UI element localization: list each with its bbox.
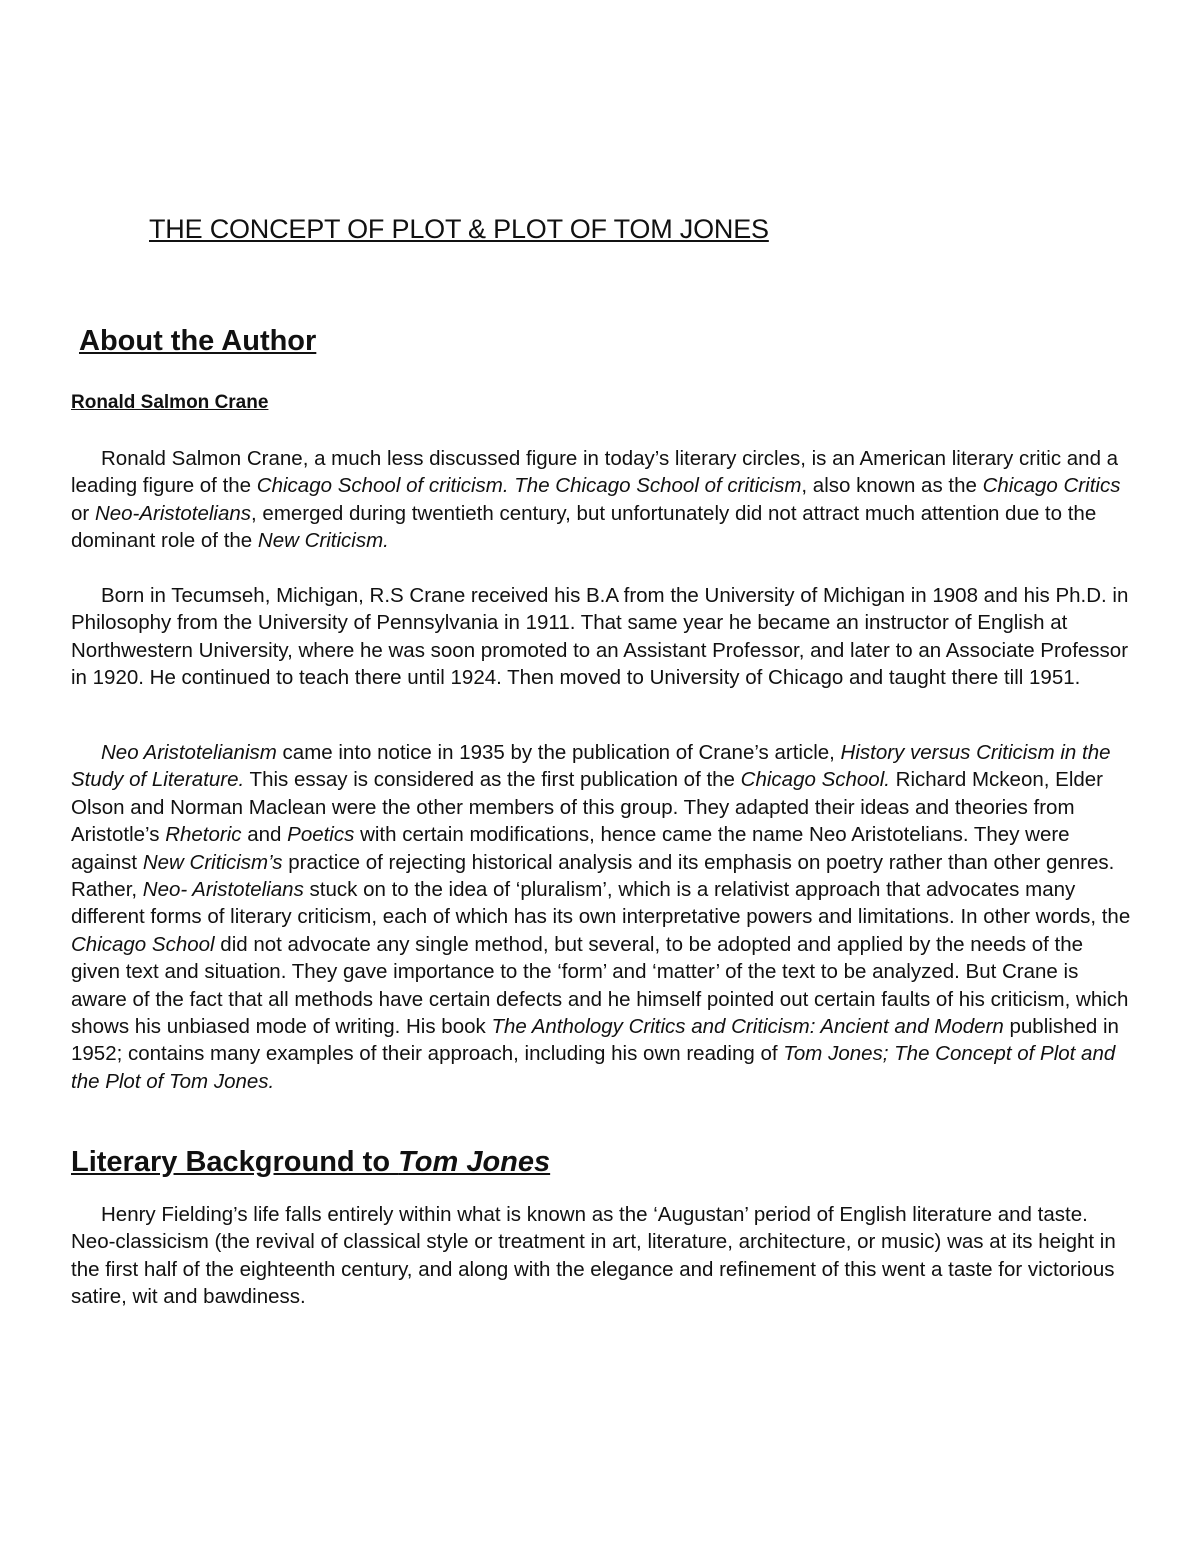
- italic-term: New Criticism’s: [142, 850, 283, 874]
- text-run: Richard Mckeon, Elder Olson and Norman Maclean were the other members of this group. They adapted their ideas and theories from Aristotle’s: [71, 768, 1104, 847]
- italic-term: Chicago School of criticism.: [256, 474, 509, 498]
- text-run: with certain modifications, hence came the name Neo Aristotelians. They were against: [71, 823, 1070, 874]
- author-name-heading: Ronald Salmon Crane: [71, 392, 269, 413]
- text-run: , also known as the: [801, 474, 983, 498]
- italic-term: History versus Criticism in the Study of Literature.: [71, 741, 1111, 792]
- heading-text: Literary Background to: [71, 1146, 399, 1178]
- text-run: or: [71, 501, 95, 525]
- italic-term: The Chicago School of criticism: [514, 474, 802, 498]
- text-run: This essay is considered as the first publication of the: [244, 768, 741, 792]
- text-run: stuck on to the idea of ‘pluralism’, which is a relativist approach that advocates many different forms of literary criticism, each of which has its own interpretative powers and limitations. In other words, the: [71, 878, 1131, 929]
- italic-term: Chicago School: [71, 932, 215, 956]
- section-heading-about-author: About the Author: [79, 325, 317, 357]
- heading-italic-title: Tom Jones: [398, 1146, 551, 1178]
- italic-term: Chicago School.: [740, 768, 890, 792]
- text-run: did not advocate any single method, but several, to be adopted and applied by the needs of the given text and situation. They gave importance to the ‘form’ and ‘matter’ of the text to be analyzed. But Crane is aware of the fact that all methods have certain defects and he himself pointed out certain faults of his criticism, which shows his unbiased mode of writing. His book: [71, 932, 1129, 1039]
- text-run: came into notice in 1935 by the publication of Crane’s article,: [276, 741, 841, 764]
- paragraph-neo-aristotelianism: [71, 739, 1136, 1095]
- paragraph-literary-background: Henry Fielding’s life falls entirely within what is known as the ‘Augustan’ period of English literature and taste. Neo-classicism (the revival of classical style or treatment in art, literature, architecture, or music) was at its height in the first half of the eighteenth century, and along with the elegance and refinement of this went a taste for victorious satire, wit and bawdiness.: [71, 1203, 1116, 1309]
- paragraph-intro: [71, 445, 1136, 555]
- italic-term: Neo- Aristotelians: [142, 878, 304, 902]
- text-run: Ronald Salmon Crane, a much less discussed figure in today’s literary circles, is an American literary critic and a leading figure of the: [71, 447, 1119, 498]
- italic-term: Rhetoric: [165, 823, 242, 847]
- italic-term: The Anthology Critics and Criticism: Ancient and Modern: [491, 1015, 1004, 1039]
- text-run: and: [241, 823, 288, 847]
- paragraph-biography: Born in Tecumseh, Michigan, R.S Crane received his B.A from the University of Michigan in 1908 and his Ph.D. in Philosophy from the University of Pennsylvania in 1911. That same year he became an instructor of English at Northwestern University, where he was soon promoted to an Assistant Professor, and later to an Associate Professor in 1920. He continued to teach there until 1924. Then moved to University of Chicago and taught there till 1951.: [71, 584, 1129, 690]
- text-run: practice of rejecting historical analysis and its emphasis on poetry rather than other genres. Rather,: [71, 850, 1115, 902]
- text-run: published in 1952; contains many examples of their approach, including his own reading of: [71, 1015, 1119, 1066]
- document-title: THE CONCEPT OF PLOT & PLOT OF TOM JONES: [149, 214, 769, 244]
- italic-term: Chicago Critics: [982, 474, 1121, 498]
- text-run: , emerged during twentieth century, but unfortunately did not attract much attention due to the dominant role of the: [71, 501, 1097, 553]
- italic-term: Poetics: [287, 823, 355, 847]
- italic-term: Tom Jones; The Concept of Plot and the Plot of Tom Jones.: [71, 1042, 1116, 1093]
- italic-term: Neo-Aristotelians: [94, 501, 252, 525]
- italic-term: Neo Aristotelianism: [101, 741, 277, 764]
- italic-term: New Criticism.: [257, 529, 389, 553]
- section-heading-literary-background: [71, 1146, 550, 1179]
